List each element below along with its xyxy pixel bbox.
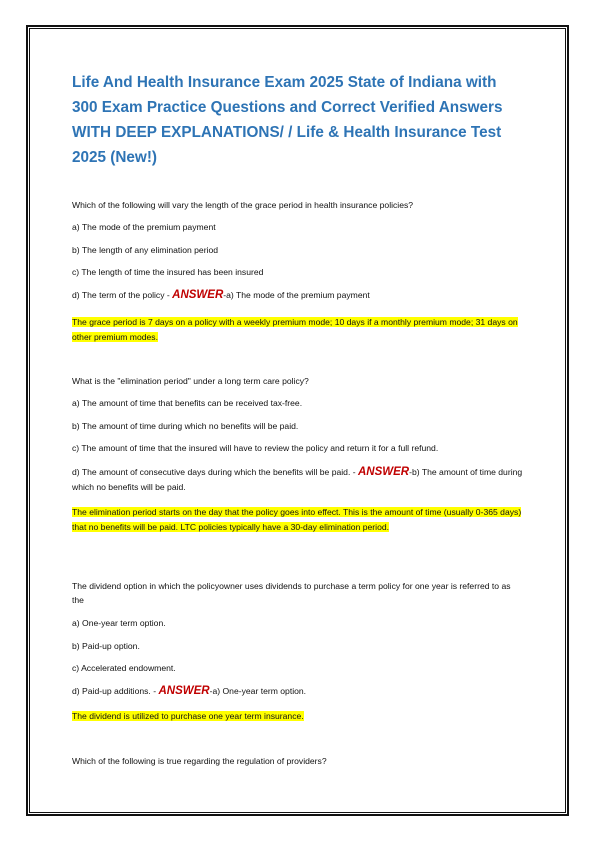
- answer-keyword: ANSWER: [172, 289, 224, 301]
- option-a: a) The mode of the premium payment: [72, 222, 216, 232]
- answer-text: -a) The mode of the premium payment: [223, 290, 370, 300]
- option-c: c) The length of time the insured has been insured: [72, 267, 264, 277]
- option-d: [72, 685, 524, 698]
- question-text: Which of the following is true regarding the regulation of providers?: [72, 756, 327, 766]
- option-d-text: d) The term of the policy -: [72, 290, 173, 300]
- option-d-text: d) The amount of consecutive days during which the benefits will be paid. -: [72, 467, 358, 477]
- option-d: [72, 289, 524, 302]
- option-c: c) The amount of time that the insured will have to review the policy and return it for a full refund.: [72, 443, 439, 453]
- answer-keyword: ANSWER: [158, 685, 210, 697]
- document-title: Life And Health Insurance Exam 2025 State of Indiana with 300 Exam Practice Questions and Correct Verified Answers WITH DEEP EXPLANATIONS/ / Life & Health Insurance Test 2025 (New!): [72, 74, 503, 166]
- option-d: [72, 465, 524, 495]
- option-a: a) One-year term option.: [72, 618, 166, 628]
- answer-text: -a) One-year term option.: [209, 686, 307, 696]
- option-b: b) The amount of time during which no benefits will be paid.: [72, 421, 299, 431]
- explanation-highlight: The dividend is utilized to purchase one year term insurance.: [72, 711, 304, 721]
- option-a: a) The amount of time that benefits can be received tax-free.: [72, 398, 303, 408]
- option-c: c) Accelerated endowment.: [72, 663, 176, 673]
- answer-keyword: ANSWER: [357, 466, 410, 478]
- explanation: [72, 315, 524, 345]
- question-text: Which of the following will vary the length of the grace period in health insurance policies?: [72, 200, 414, 210]
- document-body: [72, 70, 524, 170]
- explanation: [72, 710, 524, 723]
- explanation-highlight: The elimination period starts on the day that the policy goes into effect. This is the amount of time (usually 0-365 days) that no benefits will be paid. LTC policies typically have a 30-day elimination period.: [72, 507, 522, 532]
- answer-text: -b) The amount of time during which no benefits will be paid.: [72, 467, 523, 492]
- question-text: What is the "elimination period" under a long term care policy?: [72, 376, 309, 386]
- option-b: b) Paid-up option.: [72, 641, 140, 651]
- option-d-text: d) Paid-up additions. -: [72, 686, 159, 696]
- question-text: The dividend option in which the policyowner uses dividends to purchase a term policy for one year is referred to as the: [72, 581, 511, 605]
- explanation: [72, 505, 524, 534]
- option-b: b) The length of any elimination period: [72, 245, 219, 255]
- explanation-highlight: The grace period is 7 days on a policy with a weekly premium mode; 10 days if a monthly premium mode; 31 days on other premium modes.: [72, 317, 518, 342]
